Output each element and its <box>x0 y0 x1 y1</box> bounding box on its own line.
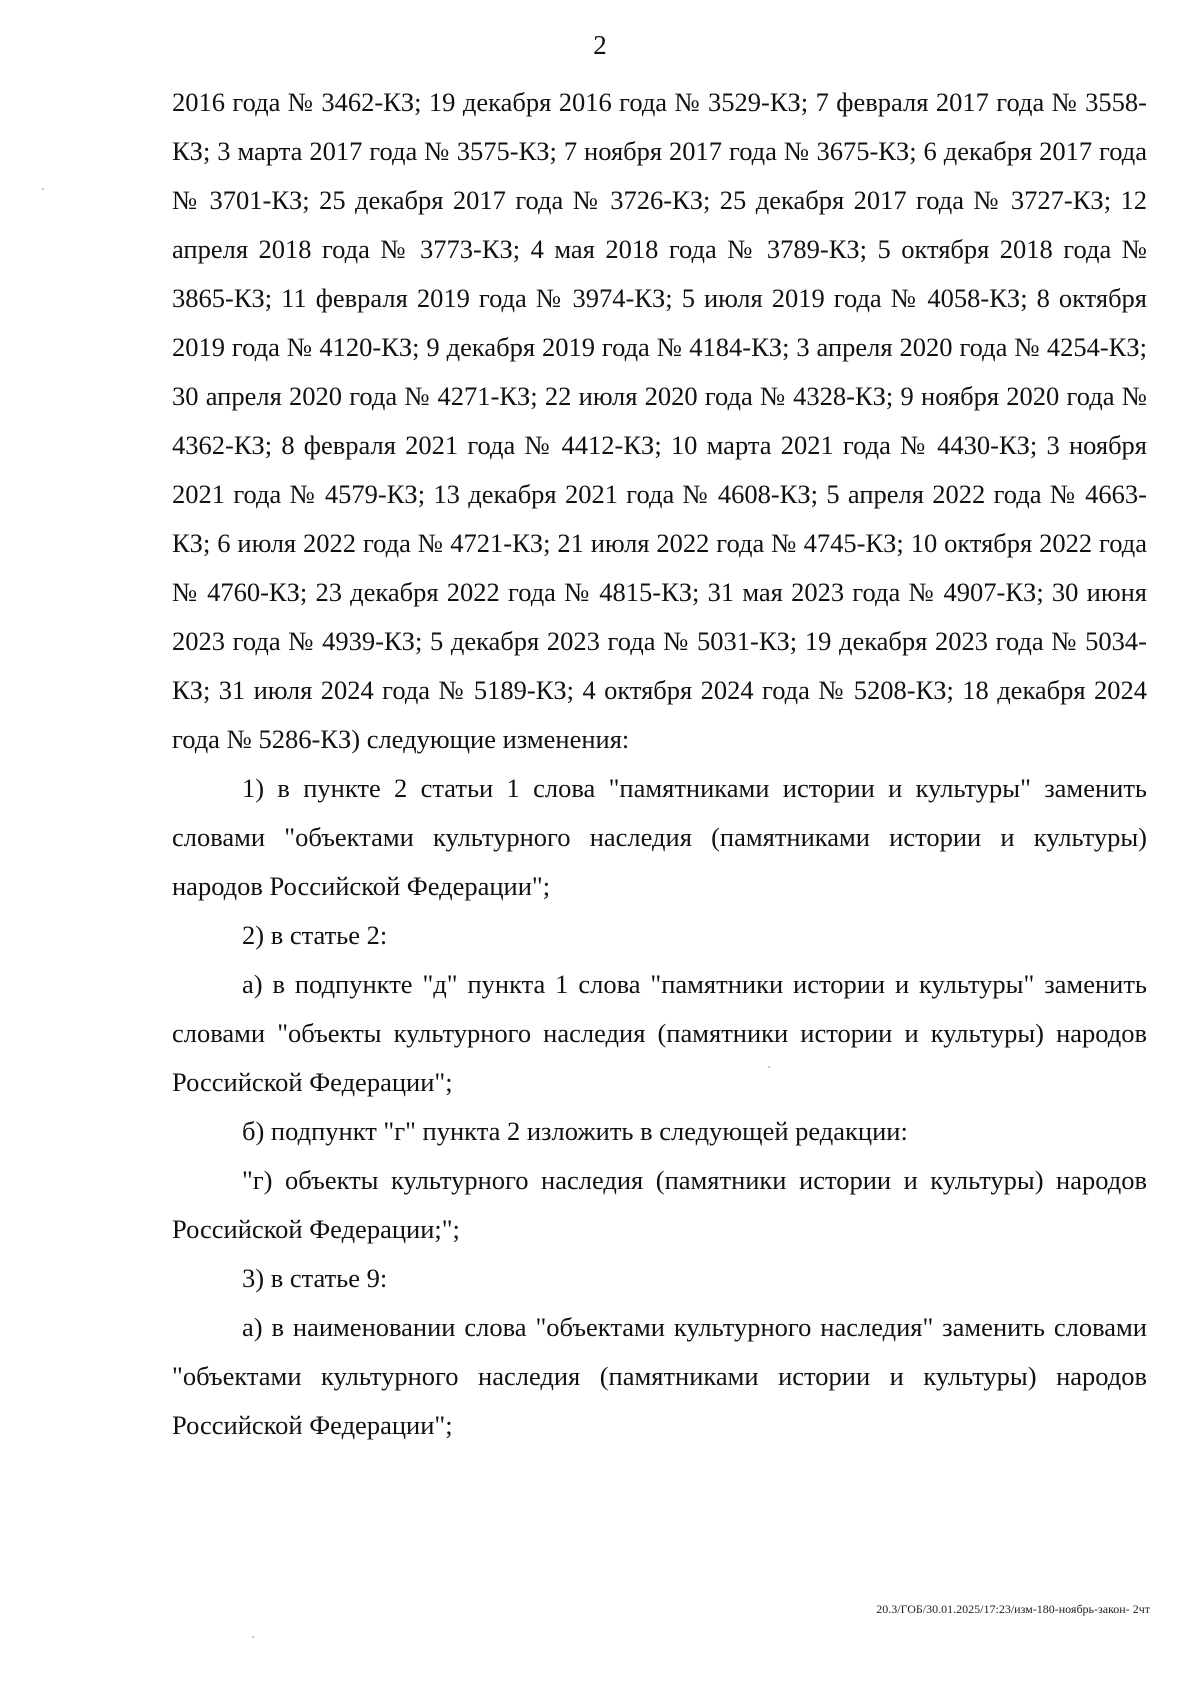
paragraph-item-3: 3) в статье 9: <box>242 1263 388 1293</box>
paragraph-item-2a: а) в подпункте "д" пункта 1 слова "памятники истории и культуры" заменить словами "объекты культурного наследия (памятники истории и культуры) народов Российской Федерации"; <box>172 969 1147 1097</box>
scan-speck <box>42 188 44 190</box>
paragraph-item-2: 2) в статье 2: <box>242 920 388 950</box>
paragraph-item-2b-text: "г) объекты культурного наследия (памятники истории и культуры) народов Российской Федерации;"; <box>172 1165 1147 1244</box>
paragraph-item-1: 1) в пункте 2 статьи 1 слова "памятниками истории и культуры" заменить словами "объектами культурного наследия (памятниками истории и культуры) народов Российской Федерации"; <box>172 773 1147 901</box>
document-body <box>172 78 1147 1450</box>
paragraph-item-3a: а) в наименовании слова "объектами культурного наследия" заменить словами "объектами культурного наследия (памятниками истории и культуры) народов Российской Федерации"; <box>172 1312 1147 1440</box>
paragraph-amendment-list: 2016 года № 3462-КЗ; 19 декабря 2016 года № 3529-КЗ; 7 февраля 2017 года № 3558-КЗ; 3 марта 2017 года № 3575-КЗ; 7 ноября 2017 года № 3675-КЗ; 6 декабря 2017 года № 3701-КЗ; 25 декабря 2017 года № 3726-КЗ; 25 декабря 2017 года № 3727-КЗ; 12 апреля 2018 года № 3773-КЗ; 4 мая 2018 года № 3789-КЗ; 5 октября 2018 года № 3865-КЗ; 11 февраля 2019 года № 3974-КЗ; 5 июля 2019 года № 4058-КЗ; 8 октября 2019 года № 4120-КЗ; 9 декабря 2019 года № 4184-КЗ; 3 апреля 2020 года № 4254-КЗ; 30 апреля 2020 года № 4271-КЗ; 22 июля 2020 года № 4328-КЗ; 9 ноября 2020 года № 4362-КЗ; 8 февраля 2021 года № 4412-КЗ; 10 марта 2021 года № 4430-КЗ; 3 ноября 2021 года № 4579-КЗ; 13 декабря 2021 года № 4608-КЗ; 5 апреля 2022 года № 4663-КЗ; 6 июля 2022 года № 4721-КЗ; 21 июля 2022 года № 4745-КЗ; 10 октября 2022 года № 4760-КЗ; 23 декабря 2022 года № 4815-КЗ; 31 мая 2023 года № 4907-КЗ; 30 июня 2023 года № 4939-КЗ; 5 декабря 2023 года № 5031-КЗ; 19 декабря 2023 года № 5034-КЗ; 31 июля 2024 года № 5189-КЗ; 4 октября 2024 года № 5208-КЗ; 18 декабря 2024 года № 5286-КЗ) следующие изменения: <box>172 87 1147 754</box>
paragraph-item-2b: б) подпункт "г" пункта 2 изложить в следующей редакции: <box>242 1116 908 1146</box>
scan-speck <box>252 1636 254 1638</box>
scan-speck <box>768 1066 770 1068</box>
page-number: 2 <box>593 30 607 60</box>
document-footer-code: 20.3/ГОБ/30.01.2025/17:23/изм-180-ноябрь-закон- 2чт <box>876 1602 1150 1616</box>
